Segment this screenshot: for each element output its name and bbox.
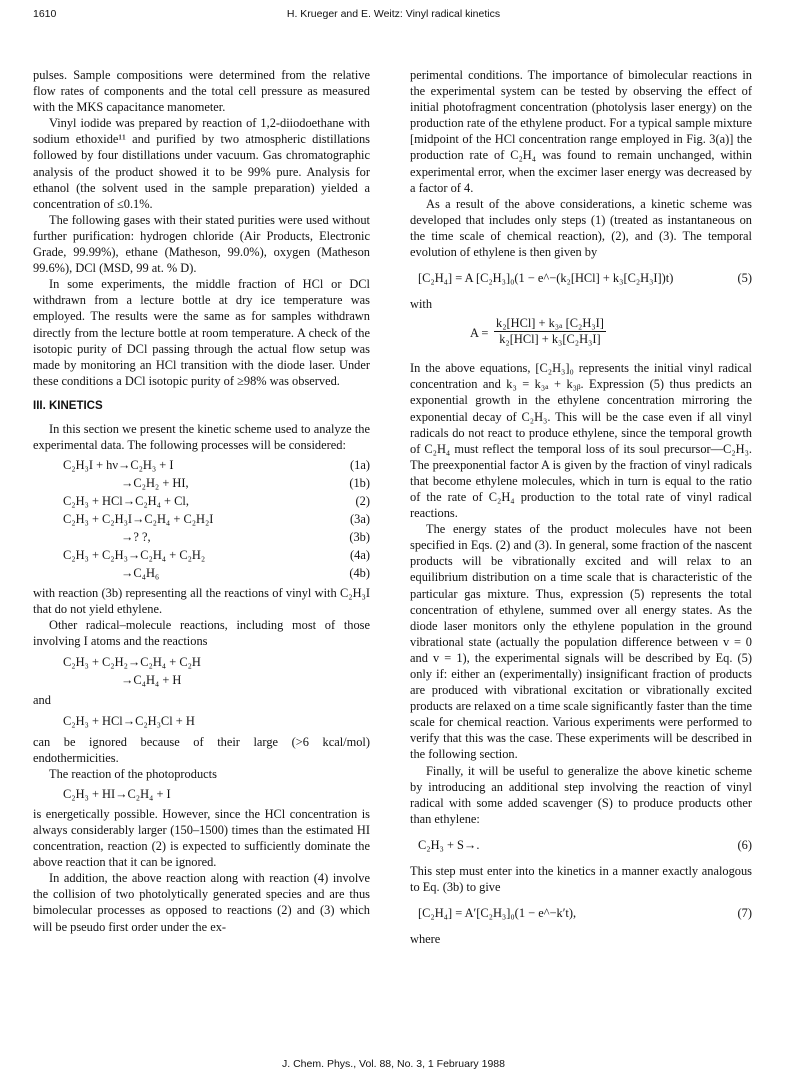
reaction-equation bbox=[33, 474, 370, 492]
running-head: H. Krueger and E. Weitz: Vinyl radical kinetics bbox=[286, 8, 501, 20]
equation-number: (4b) bbox=[349, 566, 370, 581]
equation-number: (5) bbox=[737, 271, 752, 286]
paragraph: can be ignored because of their large (>6 kcal/mol) endothermicities. bbox=[33, 734, 370, 765]
paragraph: In this section we present the kinetic scheme used to analyze the experimental data. The following processes will be considered: bbox=[33, 421, 370, 453]
paragraph: As a result of the above considerations, a kinetic scheme was developed that includes only steps (1) (treated as instantaneous on the time scale of chemical reaction), (2), and (3). The temporal evolution of ethylene is then given by bbox=[410, 196, 752, 260]
reaction-list bbox=[33, 456, 370, 582]
paragraph: pulses. Sample compositions were determined from the relative flow rates of components and the total cell pressure as measured with the MKS capacitance manometer. bbox=[33, 68, 370, 115]
paragraph: This step must enter into the kinetics in a manner exactly analogous to Eq. (3b) to give bbox=[410, 863, 752, 895]
equation-text: [C₂H₄] = A [C₂H₃]₀(1 − e^−(k₂[HCl] + k₃[C₂H₃I])t) bbox=[418, 271, 674, 286]
equation-text: C₂H₃ + HCl→C₂H₄ + Cl, bbox=[63, 494, 189, 509]
reaction-equation bbox=[33, 492, 370, 510]
equation-lhs: A = bbox=[470, 326, 489, 341]
connector-text: with bbox=[410, 297, 433, 312]
equation-text: C₂H₃I + hν→C₂H₃ + I bbox=[63, 458, 174, 473]
equation-5 bbox=[410, 267, 752, 289]
equation-text: →C₄H₆ bbox=[121, 566, 160, 581]
fraction bbox=[494, 316, 606, 347]
fraction-denominator: k₂[HCl] + k₃[C₂H₃I] bbox=[499, 332, 601, 347]
paragraph: perimental conditions. The importance of bimolecular reactions in the experimental system can be tested by observing the effect of initial photofragment concentration (photolysis laser energy) on the production rate of the ethylene product. For a typical sample mixture [midpoint of the HCl concentration range employed in Fig. 3(a)] the production rate of C₂H₄ was found to remain unchanged, within experimental error, when the excimer laser energy was decreased by a factor of 4. bbox=[410, 68, 752, 195]
equation-text: →? ?, bbox=[121, 530, 151, 545]
fraction-numerator: k₂[HCl] + k₃ₐ [C₂H₃I] bbox=[496, 316, 604, 331]
equation-A bbox=[410, 314, 752, 352]
connector-text: where bbox=[410, 932, 441, 947]
left-column bbox=[33, 67, 370, 935]
equation-number: (4a) bbox=[350, 548, 370, 563]
paragraph: is energetically possible. However, since the HCl concentration is always considerably larger (150–1500) times than the estimated HI concentration, reaction (2) is expected to sufficiently dominate the above reaction that it can be ignored. bbox=[33, 806, 370, 870]
reaction-equation bbox=[33, 456, 370, 474]
reaction-equation bbox=[33, 510, 370, 528]
equation-text: [C₂H₄] = A′[C₂H₃]₀(1 − e^−k′t), bbox=[418, 906, 577, 921]
equation-number: (1b) bbox=[349, 476, 370, 491]
equation-text: C₂H₃ + S→. bbox=[418, 837, 480, 852]
equation-text: C₂H₃ + C₂H₂→C₂H₄ + C₂H bbox=[63, 654, 201, 669]
paragraph: In the above equations, [C₂H₃]₀ represents the initial vinyl radical concentration and k₃ = k₃ₐ + k₃ᵦ. Expression (5) thus predicts an exponential growth in the ethylene concentration mirroring the exponential decay of C₂H₃. This will be the case even if all vinyl radicals do not react to produce ethylene, since the temporal growth of C₂H₄ must reflect the temporal loss of its soul precursor—C₂H₃. The preexponential factor A is given by the fraction of vinyl radicals that become ethylene molecules, which in turn is equal to the ratio of the rate of C₂H₄ production to the total rate of vinyl radical reactions. bbox=[410, 361, 752, 521]
reaction-equation bbox=[33, 671, 370, 689]
paragraph: The following gases with their stated purities were used without further purification: hydrogen chloride (Air Products, Electronic Grade, 99.99%), ethane (Matheson, 99.0%), oxygen (Matheson 99.6%), DCl (MSD, 99 at. % D). bbox=[33, 212, 370, 276]
paragraph: Vinyl iodide was prepared by reaction of 1,2-diiodoethane with sodium ethoxide¹¹ and purified by two atmospheric distillations followed by four distillations under vacuum. Gas chromatographic analysis of the product showed it to be 99% pure. Analysis for ethanol (the solvent used in the sample preparation) yielded a concentration of ≤0.1%. bbox=[33, 116, 370, 211]
paragraph: In some experiments, the middle fraction of HCl or DCl withdrawn from a lecture bottle at dry ice temperature was employed. The results were the same as for samples withdrawn directly from the lecture bottle at room temperature. A check of the isotopic purity of DCl passing through the actual flow setup was made by monitoring an HCl transition with the diode laser. Under these conditions a DCl isotopic purity of ≥98% was observed. bbox=[33, 277, 370, 388]
equation-number: (1a) bbox=[350, 458, 370, 473]
paragraph: The energy states of the product molecules have not been specified in Eqs. (2) and (3). In general, some fraction of the nascent products will be vibrationally excited and will relax to an equilibrium distribution on a time scale that is characteristic of the particular gas mixture. Thus, expression (5) represents the total concentration of ethylene, summed over all energy states. As the diode laser monitors only the ethylene population in the ground vibrational state (actually the population difference between v = 0 and v = 1), the experimental signals will be described by Eq. (5) only if: either an (experimentally) insignificant fraction of products are produced with vibrational excitation or vibrationally excited products are relaxed on a time scale significantly faster than the time scale for chemical reaction. Various experiments were performed to verify that this was the case. These experiments will be described in the following section. bbox=[410, 522, 752, 762]
equation-number: (3b) bbox=[349, 530, 370, 545]
equation-number: (3a) bbox=[350, 512, 370, 527]
section-heading: III. KINETICS bbox=[33, 399, 103, 412]
equation-text: C₂H₃ + HCl→C₂H₃Cl + H bbox=[63, 713, 195, 728]
paragraph: with reaction (3b) representing all the reactions of vinyl with C₂H₃I that do not yield ethylene. bbox=[33, 586, 370, 617]
paragraph: Finally, it will be useful to generalize the above kinetic scheme by introducing an additional step involving the reaction of vinyl radical with some added scavenger (S) to produce products other than ethylene: bbox=[410, 763, 752, 826]
paragraph: In addition, the above reaction along with reaction (4) involve the collision of two photolytically generated species and are thus bimolecular processes as opposed to reactions (2) and (3) which will be pseudo first order under the ex- bbox=[33, 871, 370, 934]
equation-text: C₂H₃ + HI→C₂H₄ + I bbox=[63, 786, 171, 801]
right-column bbox=[410, 67, 752, 947]
equation-number: (6) bbox=[737, 837, 752, 852]
footer-citation: J. Chem. Phys., Vol. 88, No. 3, 1 February 1988 bbox=[282, 1058, 505, 1070]
reaction-equation bbox=[33, 712, 370, 730]
equation-number: (7) bbox=[737, 906, 752, 921]
equation-text: C₂H₃ + C₂H₃→C₂H₄ + C₂H₂ bbox=[63, 548, 206, 563]
equation-text: C₂H₃ + C₂H₃I→C₂H₄ + C₂H₂I bbox=[63, 512, 214, 527]
page-number: 1610 bbox=[33, 8, 57, 20]
paragraph: Other radical–molecule reactions, including most of those involving I atoms and the reactions bbox=[33, 618, 370, 649]
equation-6 bbox=[410, 834, 752, 856]
connector-text: and bbox=[33, 692, 51, 707]
reaction-equation bbox=[33, 546, 370, 564]
reaction-equation bbox=[33, 653, 370, 671]
paragraph: The reaction of the photoproducts bbox=[49, 766, 217, 781]
reaction-equation bbox=[33, 564, 370, 582]
equation-number: (2) bbox=[355, 494, 370, 509]
reaction-equation bbox=[33, 528, 370, 546]
equation-text: →C₄H₄ + H bbox=[121, 672, 182, 687]
reaction-list bbox=[33, 653, 370, 689]
equation-text: →C₂H₂ + HI, bbox=[121, 476, 189, 491]
reaction-equation bbox=[33, 785, 370, 803]
equation-7 bbox=[410, 902, 752, 924]
